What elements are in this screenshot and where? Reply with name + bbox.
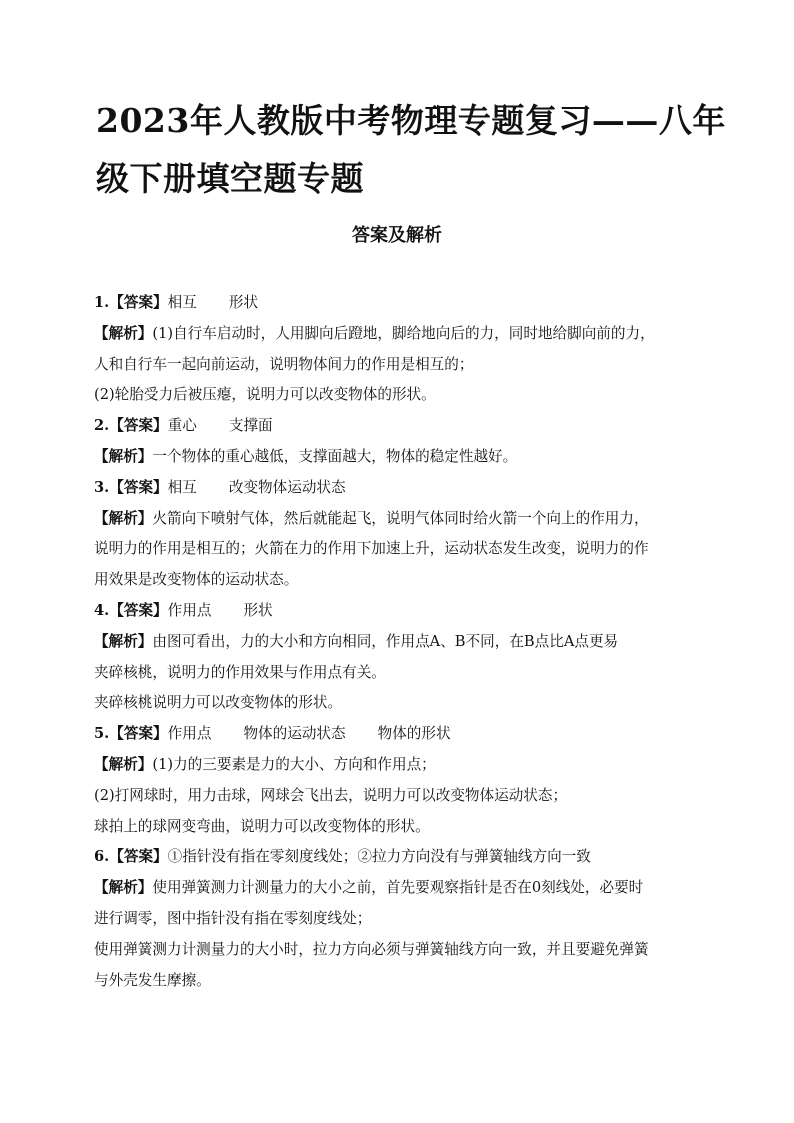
analysis-line xyxy=(94,873,706,904)
analysis-label: 【解析】 xyxy=(94,879,153,897)
analysis-text: 使用弹簧测力计测量力的大小时，拉力方向必须与弹簧轴线方向一致，并且要避免弹簧 xyxy=(94,940,649,958)
analysis-text: (2)打网球时，用力击球，网球会飞出去，说明力可以改变物体运动状态； xyxy=(94,786,568,804)
analysis-line xyxy=(94,442,706,473)
question-number: 5. xyxy=(94,725,110,743)
analysis-text: 说明力的作用是相互的；火箭在力的作用下加速上升，运动状态发生改变，说明力的作 xyxy=(94,540,649,558)
answer-value: 重心 xyxy=(167,417,197,435)
answer-label: 【答案】 xyxy=(109,478,168,496)
analysis-line xyxy=(94,966,706,997)
analysis-line xyxy=(94,658,706,689)
answer-value: 形状 xyxy=(243,601,273,619)
analysis-text: 与外壳发生摩擦。 xyxy=(94,971,211,989)
answer-value: 物体的运动状态 xyxy=(243,725,346,743)
analysis-text: 用效果是改变物体的运动状态。 xyxy=(94,571,299,589)
question-number: 2. xyxy=(94,417,110,435)
analysis-line xyxy=(94,935,706,966)
analysis-line xyxy=(94,904,706,935)
document-subtitle: 答案及解析 xyxy=(352,225,442,246)
analysis-text: 使用弹簧测力计测量力的大小之前，首先要观察指针是否在0刻线处，必要时 xyxy=(152,879,644,897)
answer-line xyxy=(94,411,706,442)
answer-line xyxy=(94,473,706,504)
analysis-line xyxy=(94,688,706,719)
analysis-line xyxy=(94,781,706,812)
analysis-label: 【解析】 xyxy=(94,632,153,650)
answer-label: 【答案】 xyxy=(109,417,168,435)
analysis-text: 一个物体的重心越低，支撑面越大，物体的稳定性越好。 xyxy=(152,447,518,465)
answer-label: 【答案】 xyxy=(109,725,168,743)
question-number: 3. xyxy=(94,478,110,496)
analysis-label: 【解析】 xyxy=(94,755,153,773)
answer-value: 支撑面 xyxy=(228,417,273,435)
analysis-text: 球拍上的球网变弯曲，说明力可以改变物体的形状。 xyxy=(94,817,430,835)
answer-label: 【答案】 xyxy=(109,294,168,311)
analysis-line xyxy=(94,350,706,381)
question-number: 6. xyxy=(94,848,110,866)
answer-line xyxy=(94,842,706,873)
answer-line xyxy=(94,288,706,319)
answer-value: 作用点 xyxy=(167,725,212,743)
document-title-line-1: 2023年人教版中考物理专题复习——八年 xyxy=(96,101,726,140)
analysis-text: 夹碎核桃说明力可以改变物体的形状。 xyxy=(94,694,343,712)
answer-value: 改变物体运动状态 xyxy=(228,478,346,496)
analysis-line xyxy=(94,319,706,350)
answer-line xyxy=(94,719,706,750)
question-number: 4. xyxy=(94,601,110,619)
answer-value: 物体的形状 xyxy=(377,725,451,743)
analysis-line xyxy=(94,812,706,843)
analysis-text: 人和自行车一起向前运动，说明物体间力的作用是相互的； xyxy=(94,355,474,373)
document-title-line-2: 级下册填空题专题 xyxy=(96,159,364,198)
analysis-label: 【解析】 xyxy=(94,509,153,527)
analysis-text: (1)力的三要素是力的大小、方向和作用点； xyxy=(152,755,436,773)
analysis-text: 火箭向下喷射气体，然后就能起飞，说明气体同时给火箭一个向上的作用力， xyxy=(152,509,649,527)
analysis-text: 进行调零，图中指针没有指在零刻度线处； xyxy=(94,909,372,927)
analysis-line xyxy=(94,565,706,596)
answer-line xyxy=(94,596,706,627)
answer-value: 作用点 xyxy=(167,601,212,619)
answer-label: 【答案】 xyxy=(109,601,168,619)
answer-label: 【答案】 xyxy=(109,848,168,866)
analysis-line xyxy=(94,750,706,781)
analysis-line xyxy=(94,627,706,658)
analysis-label: 【解析】 xyxy=(94,447,153,465)
answer-value: 相互 xyxy=(167,294,197,311)
answer-list xyxy=(94,288,706,996)
analysis-text: (2)轮胎受力后被压瘪，说明力可以改变物体的形状。 xyxy=(94,386,436,404)
analysis-label: 【解析】 xyxy=(94,324,153,342)
answer-value: 相互 xyxy=(167,478,197,496)
analysis-line xyxy=(94,380,706,411)
answer-value: ①指针没有指在零刻度线处；②拉力方向没有与弹簧轴线方向一致 xyxy=(167,848,591,866)
analysis-line xyxy=(94,534,706,565)
analysis-text: 夹碎核桃，说明力的作用效果与作用点有关。 xyxy=(94,663,386,681)
question-number: 1. xyxy=(94,294,110,311)
analysis-text: 由图可看出，力的大小和方向相同，作用点A、B不同，在B点比A点更易 xyxy=(152,632,619,650)
analysis-text: (1)自行车启动时，人用脚向后蹬地，脚给地向后的力，同时地给脚向前的力， xyxy=(152,324,655,342)
analysis-line xyxy=(94,504,706,535)
answer-value: 形状 xyxy=(228,294,259,311)
